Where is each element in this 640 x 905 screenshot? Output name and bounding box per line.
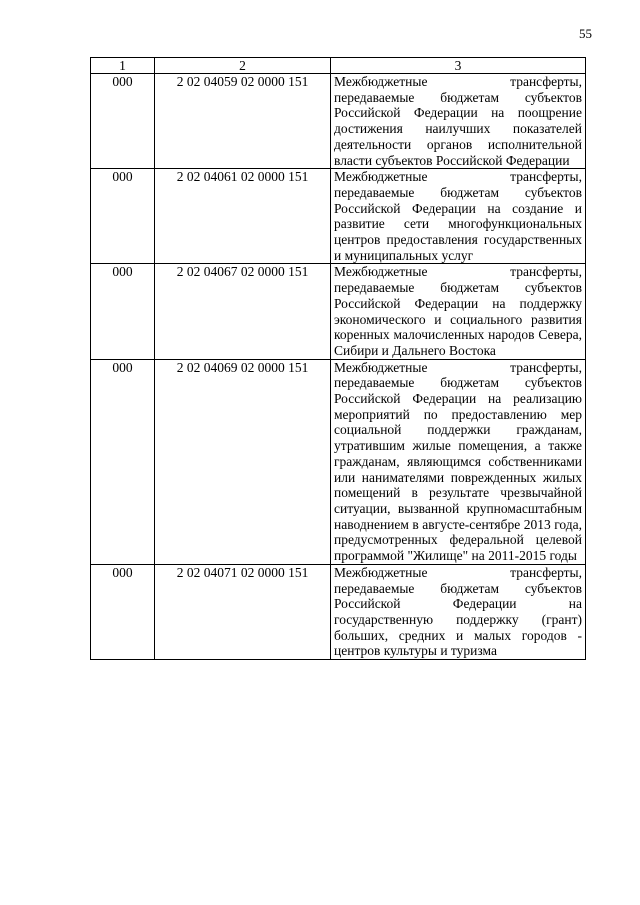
page-number: 55 [579,26,592,41]
column-header-3: 3 [331,58,586,74]
income-name-cell: Межбюджетные трансферты, передаваемые бюджетам субъектов Российской Федерации на государственную поддержку (грант) больших, средних и малых городов - центров культуры и туризма [331,564,586,659]
admin-code-cell: 000 [91,74,155,169]
admin-code-cell: 000 [91,359,155,564]
income-name-cell: Межбюджетные трансферты, передаваемые бюджетам субъектов Российской Федерации на поощрение достижения наилучших показателей деятельности органов исполнительной власти субъектов Российской Федерации [331,74,586,169]
column-header-2: 2 [155,58,331,74]
budget-code-cell: 2 02 04069 02 0000 151 [155,359,331,564]
income-name-cell: Межбюджетные трансферты, передаваемые бюджетам субъектов Российской Федерации на реализацию мероприятий по предоставлению мер социальной поддержки гражданам, утратившим жилые помещения, а также гражданам, являющимся собственниками или нанимателями поврежденных жилых помещений в результате чрезвычайной ситуации, вызванной крупномасштабным наводнением в августе-сентябре 2013 года, предусмотренных федеральной целевой программой "Жилище" на 2011-2015 годы [331,359,586,564]
table-row [91,564,586,659]
admin-code-cell: 000 [91,564,155,659]
budget-classification-table [90,57,586,660]
admin-code-cell: 000 [91,169,155,264]
budget-code-cell: 2 02 04059 02 0000 151 [155,74,331,169]
income-name-cell: Межбюджетные трансферты, передаваемые бюджетам субъектов Российской Федерации на поддержку экономического и социального развития коренных малочисленных народов Севера, Сибири и Дальнего Востока [331,264,586,359]
income-name-cell: Межбюджетные трансферты, передаваемые бюджетам субъектов Российской Федерации на создание и развитие сети многофункциональных центров предоставления государственных и муниципальных услуг [331,169,586,264]
table-row [91,264,586,359]
admin-code-cell: 000 [91,264,155,359]
table-row [91,169,586,264]
budget-code-cell: 2 02 04071 02 0000 151 [155,564,331,659]
table-row [91,359,586,564]
budget-code-cell: 2 02 04067 02 0000 151 [155,264,331,359]
table-header-row [91,58,586,74]
budget-code-cell: 2 02 04061 02 0000 151 [155,169,331,264]
column-header-1: 1 [91,58,155,74]
table-row [91,74,586,169]
